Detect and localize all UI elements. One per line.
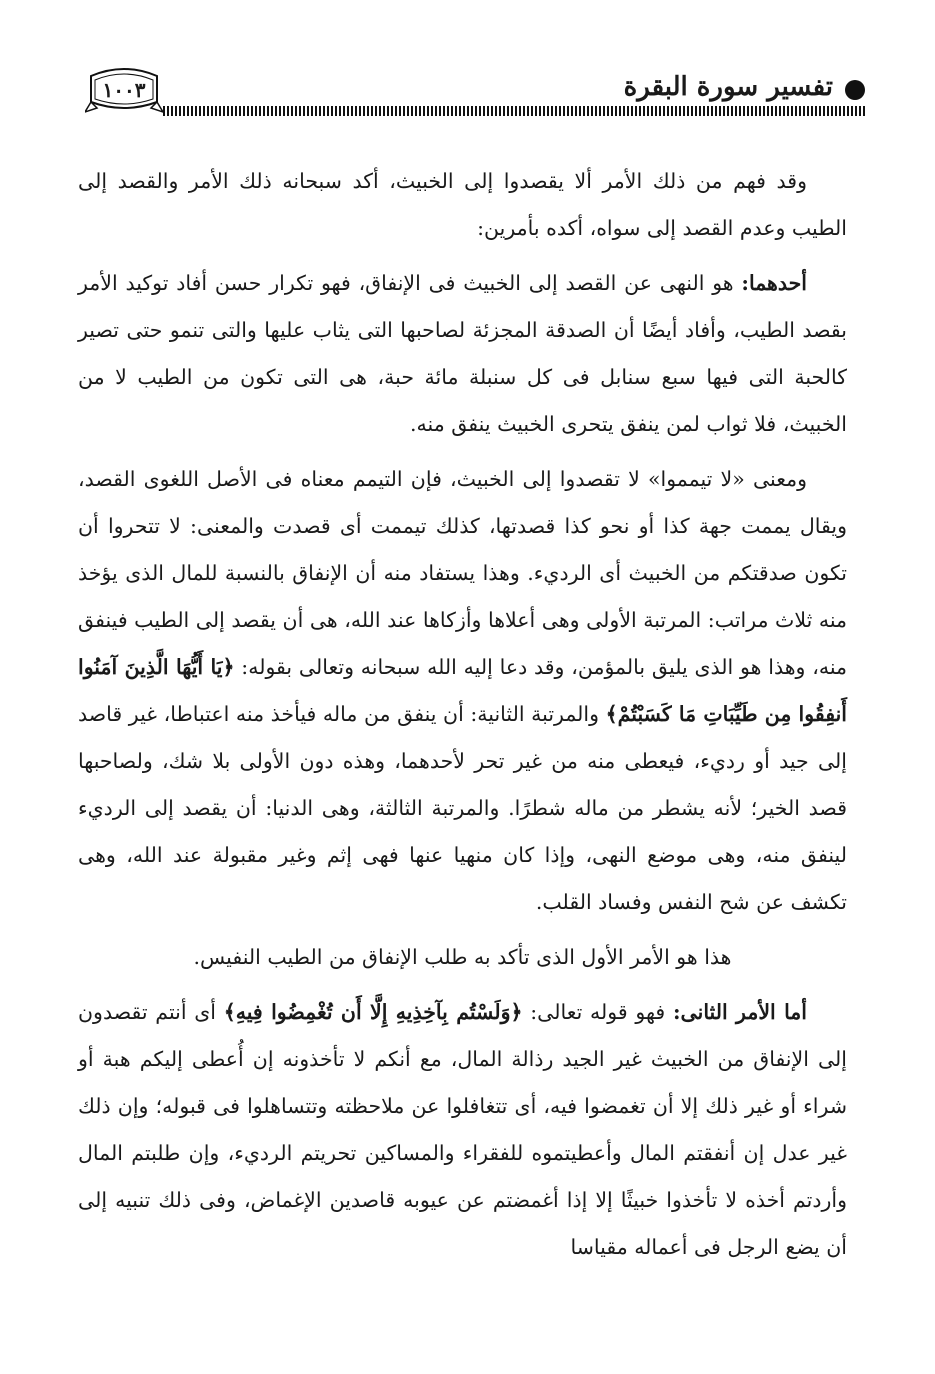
paragraph-intro: وقد فهم من ذلك الأمر ألا يقصدوا إلى الخبيث، أكد سبحانه ذلك الأمر والقصد إلى الطيب وعدم القصد إلى سواه، أكده بأمرين: bbox=[78, 169, 847, 240]
page-number-badge bbox=[85, 62, 163, 120]
second-matter-text-b: أى أنتم تقصدون إلى الإنفاق من الخبيث غير الجيد رذالة المال، مع أنكم لا تأخذونه إن أُعطى إليكم هبة أو شراء أو غير ذلك إلا أن تغمضوا فيه، أى تتغافلوا عن ملاحظته وتتساهلوا فى قبوله؛ وإن ذلك غير عدل إن أنفقتم المال وأعطيتموه للفقراء والمساكين تحريتم الرديء، وإن طلبتم المال وأردتم أخذه لا تأخذوا خبيثًا إلا إذا أغمضتم عن عيوبه قاصدين الإغماض، وفى ذلك تنبيه إلى أن يضع الرجل فى أعماله مقياسا bbox=[78, 1000, 847, 1259]
quran-verse: ﴿وَلَسْتُم بِآخِذِيهِ إِلَّا أَن تُغْمِضُوا فِيهِ﴾ bbox=[223, 1000, 523, 1024]
header-rule bbox=[163, 106, 865, 116]
paragraph-second-matter bbox=[78, 989, 847, 1271]
running-title: تفسير سورة البقرة bbox=[623, 72, 833, 102]
page-header bbox=[85, 58, 865, 128]
second-matter-heading: أما الأمر الثانى: bbox=[672, 1000, 807, 1024]
paragraph-summary: هذا هو الأمر الأول الذى تأكد به طلب الإنفاق من الطيب النفيس. bbox=[193, 945, 732, 969]
page-number: ١٠٠٣ bbox=[102, 78, 146, 102]
body-text bbox=[78, 158, 847, 1279]
second-matter-text-a: فهو قوله تعالى: bbox=[522, 1000, 673, 1024]
bullet-ornament-icon bbox=[845, 80, 865, 100]
quran-verse: ﴿يَا أَيُّهَا الَّذِينَ آمَنُوا أَنفِقُوا مِن طَيِّبَاتِ مَا كَسَبْتُمْ﴾ bbox=[78, 655, 847, 726]
meaning-text-b: والمرتبة الثانية: أن ينفق من ماله فيأخذ منه اعتباطا، غير قاصد إلى جيد أو رديء، فيعطى منه من غير تحر لأحدهما، وهذه دون الأولى بلا شك، ولصاحبها قصد الخير؛ لأنه يشطر من ماله شطرًا. والمرتبة الثالثة، وهى الدنيا: أن يقصد إلى الرديء لينفق منه، وهى موضع النهى، وإذا كان منهيا عنها فهى إثم وغير مقبولة عند الله، وهى تكشف عن شح النفس وفساد القلب. bbox=[78, 702, 847, 914]
first-matter-heading: أحدهما: bbox=[741, 271, 807, 295]
paragraph-first-matter bbox=[78, 260, 847, 448]
first-matter-text: هو النهى عن القصد إلى الخبيث فى الإنفاق، فهو تكرار حسن أفاد توكيد الأمر بقصد الطيب، وأفاد أيضًا أن الصدقة المجزئة لصاحبها التى يثاب عليها والتى تنمو حتى تصير كالحبة التى فيها سبع سنابل فى كل سنبلة مائة حبة، هى التى تكون من الطيب لا من الخبيث، فلا ثواب لمن ينفق يتحرى الخبيث ينفق منه. bbox=[78, 271, 847, 436]
paragraph-meaning bbox=[78, 456, 847, 926]
meaning-text-a: ومعنى «لا تيمموا» لا تقصدوا إلى الخبيث، فإن التيمم معناه فى الأصل اللغوى القصد، ويقال يممت جهة كذا أو نحو كذا قصدتها، كذلك تيممت أى قصدت والمعنى: لا تتحروا أن تكون صدقتكم من الخبيث أى الرديء. وهذا يستفاد منه أن الإنفاق بالنسبة للمال الذى يؤخذ منه ثلاث مراتب: المرتبة الأولى وهى أعلاها وأزكاها عند الله، هى أن يقصد إلى الطيب فينفق منه، وهذا هو الذى يليق بالمؤمن، وقد دعا إليه الله سبحانه وتعالى بقوله: bbox=[78, 467, 847, 679]
